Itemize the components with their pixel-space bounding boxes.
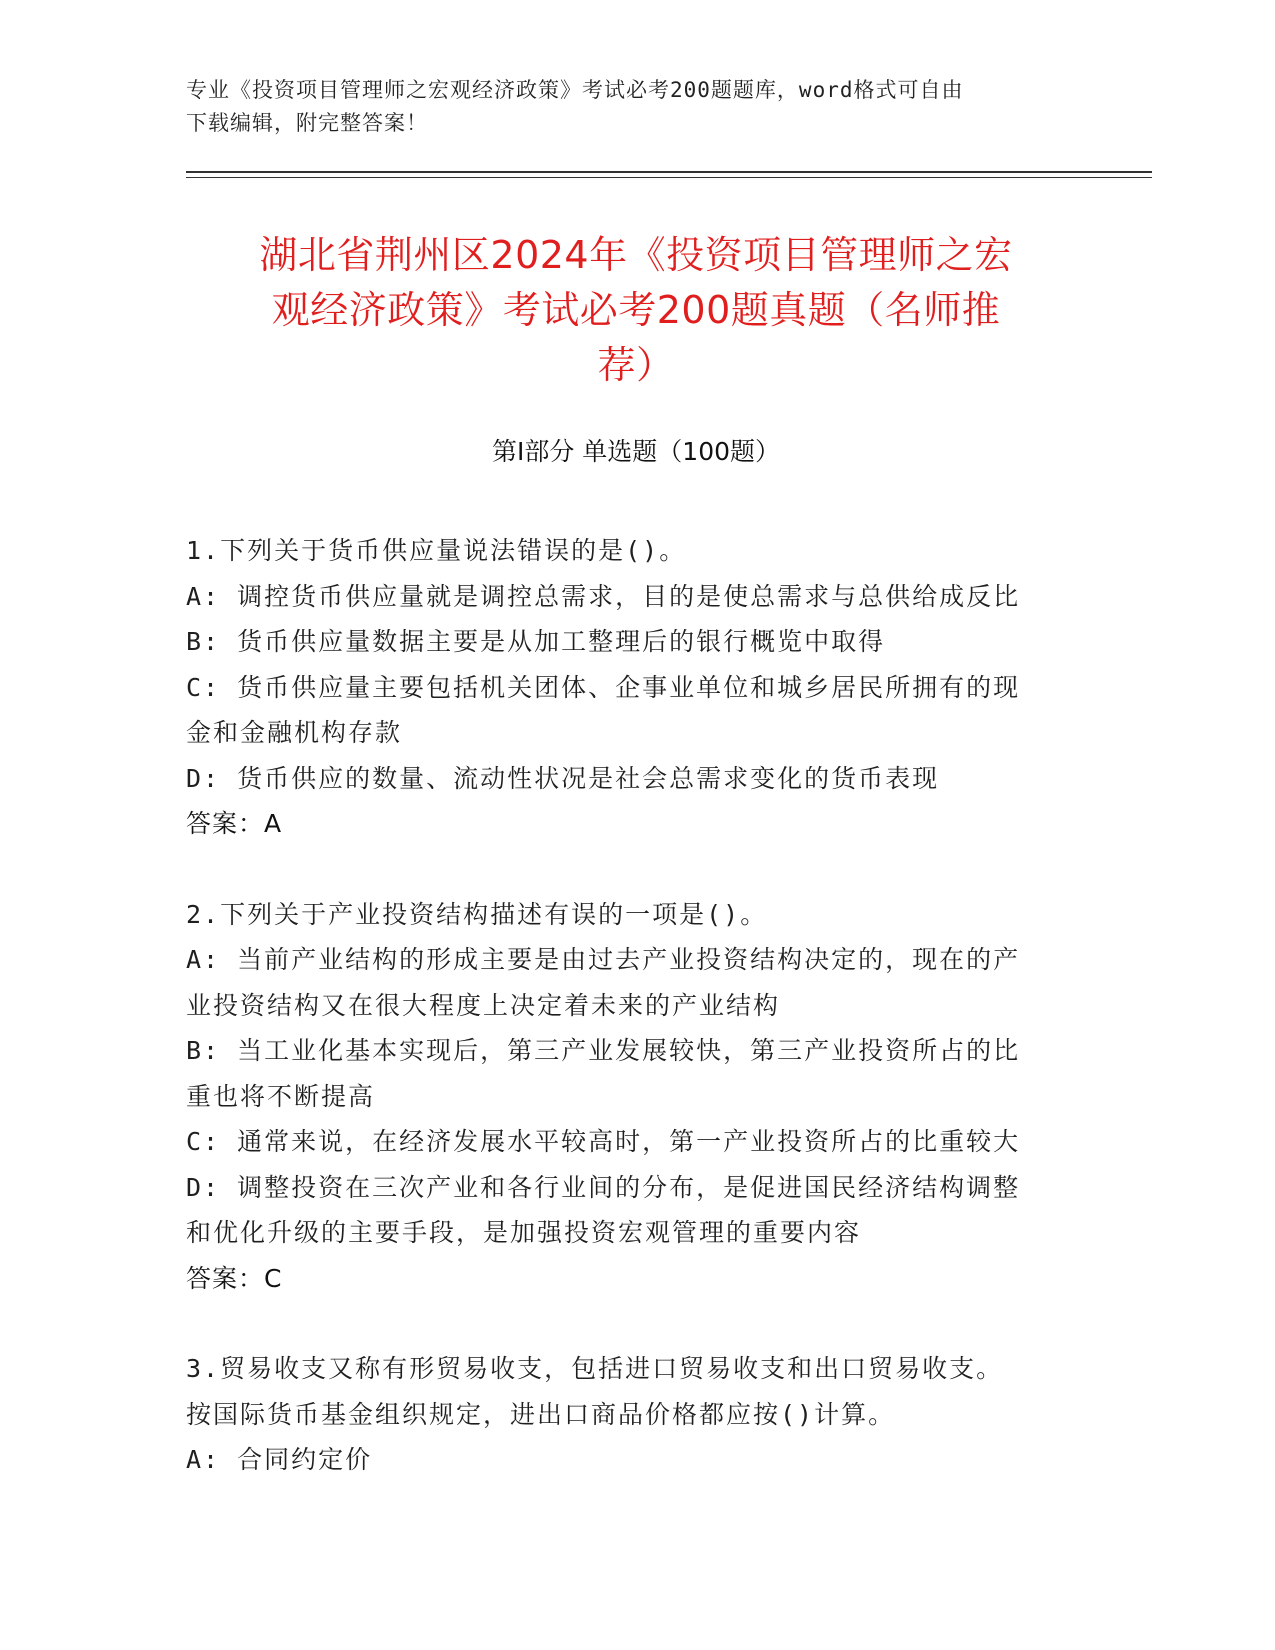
option-line: D: 货币供应的数量、流动性状况是社会总需求变化的货币表现 bbox=[186, 763, 940, 793]
document-title bbox=[186, 228, 1086, 393]
option-line: 和优化升级的主要手段，是加强投资宏观管理的重要内容 bbox=[186, 1218, 862, 1247]
question-stem-line: 1.下列关于货币供应量说法错误的是()。 bbox=[186, 536, 687, 565]
option-line: B: 当工业化基本实现后，第三产业发展较快，第三产业投资所占的比 bbox=[186, 1036, 1021, 1065]
question-stem-line: 3.贸易收支又称有形贸易收支，包括进口贸易收支和出口贸易收支。 bbox=[186, 1354, 1004, 1383]
option-line: A: 调控货币供应量就是调控总需求，目的是使总需求与总供给成反比 bbox=[186, 581, 1021, 611]
header-note-line-1: 专业《投资项目管理师之宏观经济政策》考试必考200题题库，word格式可自由 bbox=[186, 78, 964, 102]
title-line-1: 湖北省荆州区2024年《投资项目管理师之宏 bbox=[259, 233, 1013, 277]
header-note bbox=[186, 74, 1086, 140]
question-stem-line: 按国际货币基金组织规定，进出口商品价格都应按()计算。 bbox=[186, 1399, 896, 1429]
option-line: 重也将不断提高 bbox=[186, 1081, 376, 1111]
option-line: D: 调整投资在三次产业和各行业间的分布，是促进国民经济结构调整 bbox=[186, 1172, 1021, 1202]
header-rule-bottom bbox=[186, 177, 1152, 178]
question-block bbox=[186, 1346, 1076, 1483]
option-line: A: 合同约定价 bbox=[186, 1445, 373, 1474]
question-block bbox=[186, 892, 1076, 1302]
answer-line: 答案：C bbox=[186, 1263, 283, 1293]
option-line: 金和金融机构存款 bbox=[186, 718, 403, 747]
question-stem-line: 2.下列关于产业投资结构描述有误的一项是()。 bbox=[186, 899, 768, 929]
option-line: C: 货币供应量主要包括机关团体、企事业单位和城乡居民所拥有的现 bbox=[186, 672, 1021, 702]
option-line: 业投资结构又在很大程度上决定着未来的产业结构 bbox=[186, 990, 781, 1020]
option-line: B: 货币供应量数据主要是从加工整理后的银行概览中取得 bbox=[186, 627, 886, 656]
option-line: C: 通常来说，在经济发展水平较高时，第一产业投资所占的比重较大 bbox=[186, 1127, 1021, 1156]
header-rule-top bbox=[186, 171, 1152, 173]
section-heading: 第Ⅰ部分 单选题（100题） bbox=[491, 437, 781, 466]
title-line-3: 荐） bbox=[597, 343, 675, 387]
title-line-2: 观经济政策》考试必考200题真题（名师推 bbox=[271, 288, 1001, 332]
header-note-line-2: 下载编辑，附完整答案！ bbox=[186, 111, 428, 135]
option-line: A: 当前产业结构的形成主要是由过去产业投资结构决定的，现在的产 bbox=[186, 945, 1021, 974]
answer-line: 答案：A bbox=[186, 809, 283, 838]
question-list bbox=[186, 528, 1076, 1483]
question-block bbox=[186, 528, 1076, 847]
